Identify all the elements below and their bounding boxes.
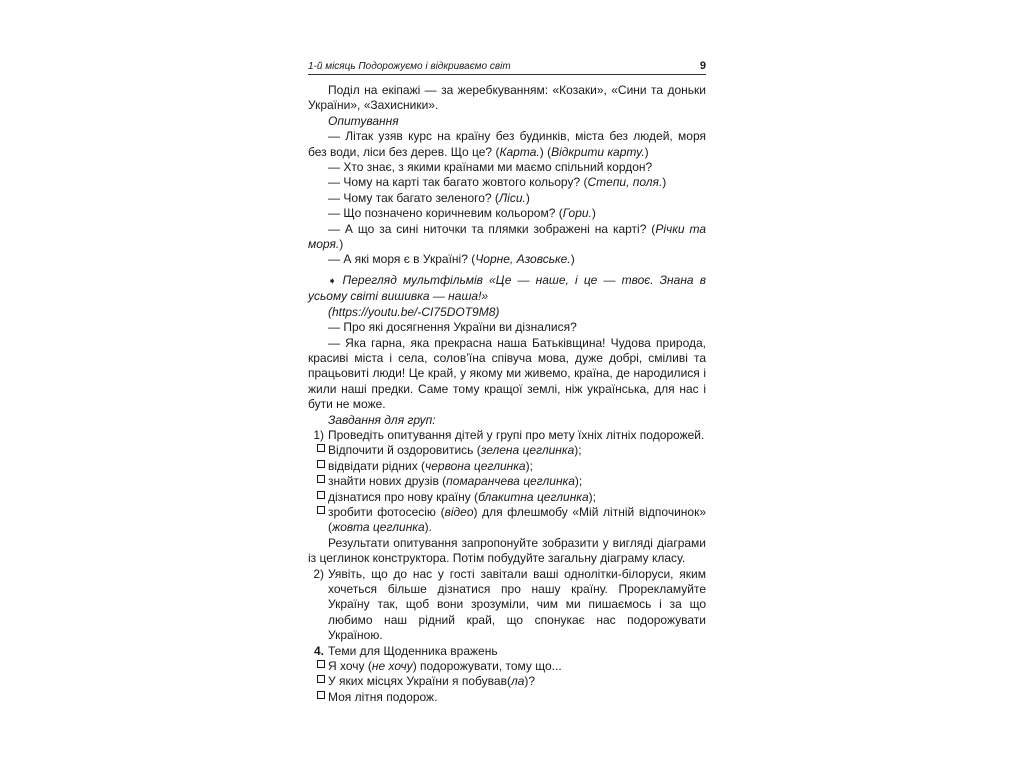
goal-item: відвідати рідних (червона цеглинка); [308,459,706,474]
question-7: — А які моря є в Україні? (Чорне, Азовське.) [328,252,575,267]
goal-item: Відпочити й оздоровитись (зелена цеглинка); [308,443,706,458]
video-block [308,273,706,305]
checkbox-icon [317,660,325,668]
question-6: — А що за сині ниточки та плямки зображені на карті? (Річки та моря.) [308,221,706,252]
task-2: 2) Уявіть, що до нас у гості завітали ваші однолітки-білоруси, яким хочеться більше дізнатися про нашу країну. Прорекламуйте Україну так, щоб вони зрозуміли, чим ми пишаємось і за що любимо наш рідний край, що спонукає нас подорожувати Україною. [313,566,706,643]
book-page [308,58,706,705]
question-3: — Чому на карті так багато жовтого кольору? (Степи, поля.) [328,175,667,190]
question-2: — Хто знає, з якими країнами ми маємо спільний кордон? [328,160,653,175]
answer-paragraph: — Яка гарна, яка прекрасна наша Батьківщина! Чудова природа, красиві міста і села, солов’їна співуча мова, дуже добрі, сміливі та працьовиті люди! Це край, у якому ми живемо, країна, де народилися і жили наші предки. Саме тому кращої землі, ніж українська, для нас і бути не може. [308,335,706,412]
question-1: — Літак узяв курс на країну без будинків, міста без людей, моря без води, ліси без дерев. Що це? (Карта.) (Відкрити карту.) [308,129,706,159]
tasks-heading: Завдання для груп: [328,412,436,427]
goal-item: дізнатися про нову країну (блакитна цеглинка); [308,490,706,505]
checkbox-icon [317,506,325,514]
task-1: 1) Проведіть опитування дітей у групі про мету їхніх літніх подорожей. [313,427,705,442]
checkbox-icon [317,444,325,452]
checkbox-icon [317,491,325,499]
checkbox-icon [317,475,325,483]
checkbox-icon [317,691,325,699]
diary-item: У яких місцях України я побував(ла)? [308,674,706,689]
checkbox-icon [317,675,325,683]
goal-item: зробити фотосесію (відео) для флешмобу «Мій літній відпочинок» (жовта цеглинка). [308,505,706,536]
running-header [308,58,706,75]
diary-item: Я хочу (не хочу) подорожувати, тому що... [308,659,706,674]
question-5: — Що позначено коричневим кольором? (Гори.) [328,206,596,221]
survey-heading: Опитування [328,113,399,128]
page-content [308,83,706,705]
crews-paragraph: Поділ на екіпажі — за жеребкуванням: «Козаки», «Сини та доньки України», «Захисники». [308,83,706,113]
double-arrow-icon: ➧ [328,275,337,287]
running-title: 1-й місяць Подорожуємо і відкриваємо світ [308,61,511,72]
page-number: 9 [699,60,706,72]
goal-item: знайти нових друзів (помаранчева цеглинка); [308,474,706,489]
video-link: (https://youtu.be/-CI75DOT9M8) [328,304,500,319]
diary-item: Моя літня подорож. [308,690,706,705]
question-4: — Чому так багато зеленого? (Ліси.) [328,190,530,205]
results-paragraph: Результати опитування запропонуйте зобразити у вигляді діаграми із цеглинок конструктора. Потім побудуйте загальну діаграму класу. [308,535,706,566]
section-4: 4. Теми для Щоденника вражень [313,643,498,658]
video-title: Перегляд мультфільмів «Це — наше, і це — твоє. Знана в усьому світі вишивка — наша!» [308,272,706,304]
question-8: — Про які досягнення України ви дізналися? [328,320,577,335]
checkbox-icon [317,460,325,468]
